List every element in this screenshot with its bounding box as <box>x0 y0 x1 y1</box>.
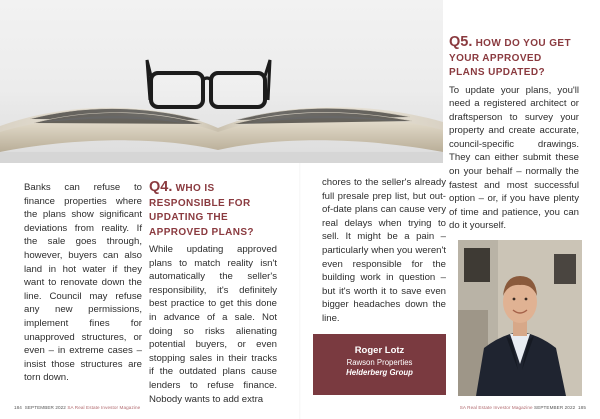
footer-left-magazine: SA Real Estate Investor Magazine <box>67 405 141 410</box>
page-number-right: 185 <box>578 405 586 410</box>
footer-left-date: SEPTEMBER 2022 <box>24 405 66 410</box>
left-column-text: Banks can refuse to finance properties where the plans show significant deviations from reality. If the sale goes through, however, buyers can also land in hot water if they want to renovate down the line. Council may refuse any new permissions, implement fines for unapproved structures, or even – in extreme cases – insist those structures are torn down. <box>24 182 142 384</box>
glasses-on-book-photo <box>0 0 443 163</box>
q5-title: HOW DO YOU GET YOUR APPROVED PLANS UPDATED? <box>449 38 571 78</box>
q4-section <box>149 180 277 406</box>
footer-left <box>14 405 140 410</box>
author-name: Roger Lotz <box>354 345 405 356</box>
footer-right <box>460 405 586 410</box>
footer-right-date: SEPTEMBER 2022 <box>534 405 576 410</box>
footer-right-magazine: SA Real Estate Investor Magazine <box>459 405 533 410</box>
q4-number: Q4. <box>149 179 173 195</box>
author-box <box>313 334 446 395</box>
author-portrait <box>458 240 582 396</box>
right-column-text: chores to the seller's already full presale prep list, but out-of-date plans can cause very real delays when trying to sell. It might be a pain – particularly when you weren't even responsible for the building work in question – but it's worth it to save even bigger headaches down the line. <box>322 177 446 324</box>
portrait-illustration <box>458 240 582 396</box>
glasses-icon <box>147 60 270 107</box>
author-company: Rawson Properties <box>346 358 413 367</box>
q5-number: Q5. <box>449 34 473 50</box>
q4-title: WHO IS RESPONSIBLE FOR UPDATING THE APPROVED PLANS? <box>149 183 254 238</box>
page-number-left: 184 <box>14 405 22 410</box>
book-illustration <box>0 0 443 163</box>
author-franchise: Helderberg Group <box>346 368 413 377</box>
q4-text: While updating approved plans to match reality isn't automatically the seller's responsibility, it's definitely best practice to get this done in advance of a sale. Not doing so risks alienating potential buyers, or even stopping sales in their tracks if the outdated plans cause lenders to refuse finance. Nobody wants to add extra <box>149 244 277 405</box>
q5-text: To update your plans, you'll need a registered architect or draftsperson to survey your property and create accurate, council-specific drawings. They can either submit these on your behalf – normally the fastest and most successful option – or, if you have plenty of time and patience, you can do it yourself. <box>449 84 579 232</box>
q5-heading <box>449 35 579 81</box>
q5-section <box>449 35 579 233</box>
q4-heading <box>149 180 277 240</box>
